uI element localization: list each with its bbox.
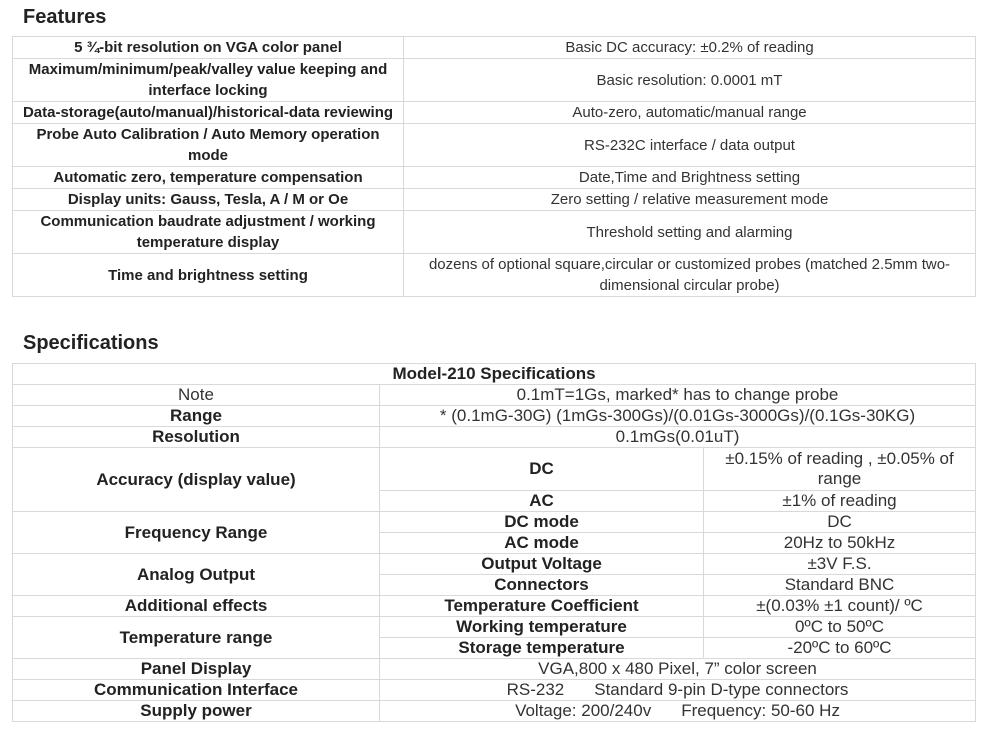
comm-interface-type: RS-232	[506, 680, 565, 699]
feature-left-cell: Display units: Gauss, Tesla, A / M or Oe	[13, 189, 404, 211]
spec-label-additional-effects: Additional effects	[13, 596, 380, 617]
feature-right-cell: Basic DC accuracy: ±0.2% of reading	[404, 37, 976, 59]
feature-right-cell: Threshold setting and alarming	[404, 211, 976, 254]
spec-value-connectors: Standard BNC	[704, 575, 976, 596]
spec-row-comm	[13, 680, 976, 701]
feature-left-cell: Data-storage(auto/manual)/historical-data reviewing	[13, 102, 404, 124]
spec-label-range: Range	[13, 406, 380, 427]
spec-value-accuracy-dc: ±0.15% of reading , ±0.05% of range	[704, 448, 976, 491]
feature-left-cell: Maximum/minimum/peak/valley value keeping and interface locking	[13, 59, 404, 102]
spec-table-header: Model-210 Specifications	[13, 364, 976, 385]
supply-voltage: Voltage: 200/240v	[515, 701, 652, 720]
spec-row-accuracy-dc	[13, 448, 976, 491]
comm-connector-type: Standard 9-pin D-type connectors	[594, 680, 849, 699]
feature-left-cell: Probe Auto Calibration / Auto Memory operation mode	[13, 124, 404, 167]
spec-label-temperature-range: Temperature range	[13, 617, 380, 659]
spec-value-temp-coefficient: ±(0.03% ±1 count)/ ºC	[704, 596, 976, 617]
features-title: Features	[23, 6, 107, 28]
spec-value-note: 0.1mT=1Gs, marked* has to change probe	[380, 385, 976, 406]
spec-value-storage-temp: -20ºC to 60ºC	[704, 638, 976, 659]
supply-frequency: Frequency: 50-60 Hz	[681, 701, 840, 720]
feature-right-cell: Date,Time and Brightness setting	[404, 167, 976, 189]
spec-sublabel-connectors: Connectors	[380, 575, 704, 596]
spec-value-working-temp: 0ºC to 50ºC	[704, 617, 976, 638]
spec-value-supply-power	[380, 701, 976, 722]
spec-value-output-voltage: ±3V F.S.	[704, 554, 976, 575]
feature-row	[13, 189, 976, 211]
spec-value-resolution: 0.1mGs(0.01uT)	[380, 427, 976, 448]
spec-value-accuracy-ac: ±1% of reading	[704, 491, 976, 512]
feature-left-cell: Automatic zero, temperature compensation	[13, 167, 404, 189]
spec-label-communication: Communication Interface	[13, 680, 380, 701]
spec-header-row	[13, 364, 976, 385]
feature-left-cell: Communication baudrate adjustment / working temperature display	[13, 211, 404, 254]
spec-row-frequency-dc	[13, 512, 976, 533]
feature-right-cell: RS-232C interface / data output	[404, 124, 976, 167]
spec-sublabel-working-temp: Working temperature	[380, 617, 704, 638]
feature-right-cell: Basic resolution: 0.0001 mT	[404, 59, 976, 102]
feature-row	[13, 102, 976, 124]
spec-row-note	[13, 385, 976, 406]
spec-label-supply-power: Supply power	[13, 701, 380, 722]
spec-sublabel-dc-mode: DC mode	[380, 512, 704, 533]
feature-row	[13, 211, 976, 254]
feature-right-cell: Auto-zero, automatic/manual range	[404, 102, 976, 124]
spec-value-communication	[380, 680, 976, 701]
spec-row-resolution	[13, 427, 976, 448]
feature-row	[13, 59, 976, 102]
feature-left-cell: Time and brightness setting	[13, 254, 404, 297]
spec-value-frequency-dc: DC	[704, 512, 976, 533]
specifications-title: Specifications	[23, 332, 159, 354]
feature-row	[13, 37, 976, 59]
spec-label-accuracy: Accuracy (display value)	[13, 448, 380, 512]
feature-left-cell: 5 ¾-bit resolution on VGA color panel	[13, 37, 404, 59]
spec-sublabel-dc: DC	[380, 448, 704, 491]
spec-value-panel-display: VGA,800 x 480 Pixel, 7” color screen	[380, 659, 976, 680]
spec-value-frequency-ac: 20Hz to 50kHz	[704, 533, 976, 554]
spec-sublabel-ac: AC	[380, 491, 704, 512]
feature-right-cell: dozens of optional square,circular or customized probes (matched 2.5mm two-dimensional circular probe)	[404, 254, 976, 297]
spec-label-analog-output: Analog Output	[13, 554, 380, 596]
spec-label-note: Note	[13, 385, 380, 406]
spec-label-frequency: Frequency Range	[13, 512, 380, 554]
spec-row-additional	[13, 596, 976, 617]
feature-right-cell: Zero setting / relative measurement mode	[404, 189, 976, 211]
spec-label-resolution: Resolution	[13, 427, 380, 448]
spec-sublabel-ac-mode: AC mode	[380, 533, 704, 554]
spec-row-supply	[13, 701, 976, 722]
feature-row	[13, 254, 976, 297]
spec-row-temp-working	[13, 617, 976, 638]
spec-label-panel-display: Panel Display	[13, 659, 380, 680]
spec-value-range: * (0.1mG-30G) (1mGs-300Gs)/(0.01Gs-3000Gs)/(0.1Gs-30KG)	[380, 406, 976, 427]
spec-row-range	[13, 406, 976, 427]
features-table	[12, 36, 976, 297]
feature-row	[13, 167, 976, 189]
spec-sublabel-storage-temp: Storage temperature	[380, 638, 704, 659]
spec-sublabel-output-voltage: Output Voltage	[380, 554, 704, 575]
spec-sublabel-temp-coefficient: Temperature Coefficient	[380, 596, 704, 617]
specifications-table	[12, 363, 976, 722]
feature-row	[13, 124, 976, 167]
spec-row-analog-voltage	[13, 554, 976, 575]
spec-row-panel	[13, 659, 976, 680]
